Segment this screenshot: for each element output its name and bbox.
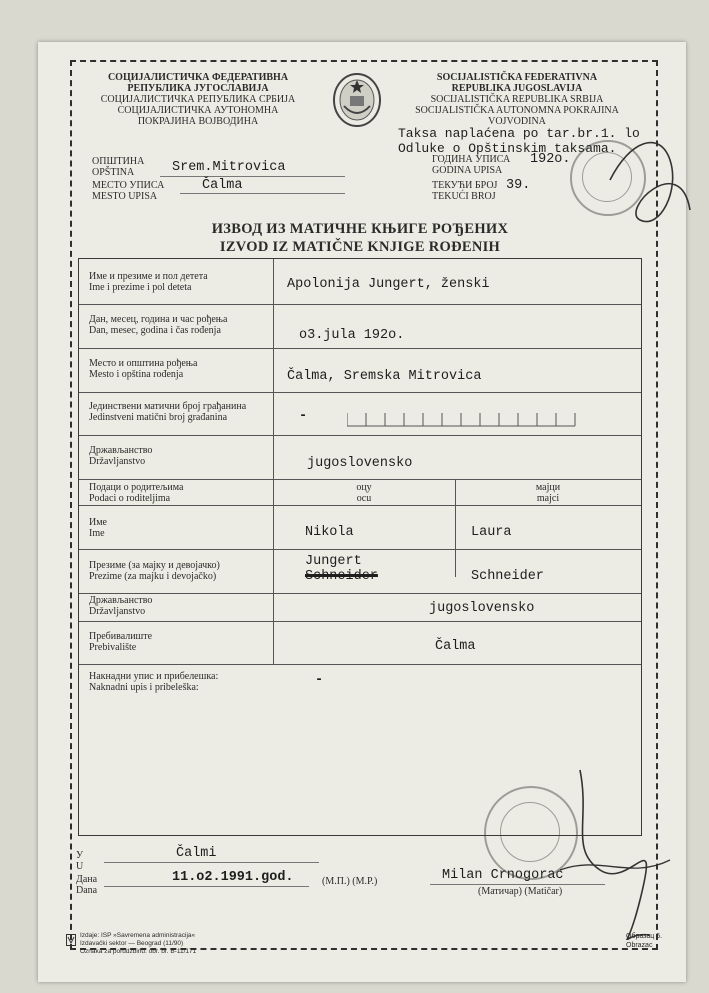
signature-mark-top (600, 120, 700, 240)
opstina-label-cyr: ОПШТИНА (92, 156, 145, 167)
row-divider (79, 621, 641, 622)
birth-date-value: o3.jula 192o. (299, 328, 405, 343)
officer-title-label: (Матичар) (Matičar) (478, 886, 563, 897)
label-cyr: Име и презиме и пол детета (89, 271, 208, 282)
jmbg-value: - (299, 409, 308, 424)
mesto-label-lat: MESTO UPISA (92, 191, 158, 202)
row-divider (79, 392, 641, 393)
opstina-underline (160, 176, 345, 177)
father-column-header (273, 482, 455, 504)
birth-place-label (89, 358, 197, 380)
publisher-line: Izdavački sektor — Beograd (11/90) (80, 940, 184, 947)
tekuci-label (432, 180, 497, 202)
label-cyr: Подаци о родитељима (89, 482, 184, 493)
column-divider (273, 479, 274, 664)
row-divider (79, 435, 641, 436)
row-divider (79, 479, 641, 480)
tax-line-1: Taksa naplaćena po tar.br.1. lo (398, 126, 640, 141)
citizenship-label (89, 445, 152, 467)
label-cyr: Дан, месец, година и час рођења (89, 314, 228, 325)
father-surname-struck: Schneider (305, 569, 378, 584)
label-cyr: Место и општина рођења (89, 358, 198, 369)
form-number-cyr: Образац 5. (626, 933, 663, 940)
header-right-line: SOCIJALISTIČKA AUTONOMNA POKRAJINA (415, 105, 619, 116)
citizenship-value: jugoslovensko (307, 456, 413, 471)
label-lat: Mesto i opština rođenja (89, 369, 184, 380)
parent-citizenship-value: jugoslovensko (429, 601, 535, 616)
officer-name: Milan Crnogorac (442, 868, 564, 883)
label-lat: Državljanstvo (89, 606, 146, 617)
opstina-value: Srem.Mitrovica (172, 160, 286, 175)
label-lat: ocu (356, 493, 372, 504)
mesto-value: Čalma (202, 178, 243, 193)
header-right-line: SOCIJALISTIČKA REPUBLIKA SRBIJA (430, 94, 604, 105)
label-cyr: Држављанство (89, 445, 153, 456)
label-lat: Dana (76, 885, 98, 896)
signature-mark-bottom (540, 760, 690, 940)
father-surname-value: Jungert (305, 554, 362, 569)
header-left-line: СОЦИЈАЛИСТИЧКА РЕПУБЛИКА СРБИЈА (100, 94, 296, 105)
label-lat: Ime i prezime i pol deteta (89, 282, 192, 293)
seal-placeholder-label: (М.П.) (M.P.) (322, 876, 378, 887)
row-divider (79, 593, 641, 594)
header-left (78, 72, 318, 127)
document-title (150, 220, 570, 256)
mesto-label (92, 180, 164, 202)
header-right-line: VOJVODINA (488, 116, 546, 127)
title-lat: IZVOD IZ MATIČNE KNJIGE ROĐENIH (219, 239, 501, 255)
label-lat: Dan, mesec, godina i čas rođenja (89, 325, 221, 336)
header-left-line: РЕПУБЛИКА ЈУГОСЛАВИЈА (127, 83, 269, 94)
godina-label-cyr: ГОДИНА УПИСА (432, 154, 511, 165)
label-cyr: Држављанство (89, 595, 153, 606)
form-number (626, 932, 662, 950)
label-cyr: У (76, 850, 84, 861)
opstina-label-lat: OPŠTINA (92, 167, 135, 178)
label-cyr: оцу (356, 482, 372, 493)
tax-line-2: Odluke o Opštinskim taksama. (398, 141, 617, 156)
tekuci-value: 39. (506, 178, 531, 193)
child-name-value: Apolonija Jungert, ženski (287, 277, 490, 292)
mother-column-header (455, 482, 641, 504)
residence-label (89, 631, 152, 653)
mother-surname: Schneider (471, 569, 544, 584)
residence-value: Čalma (435, 639, 476, 654)
header-left-line: ПОКРАЈИНА ВОЈВОДИНА (137, 116, 259, 127)
label-lat: Naknadni upis i pribeleška: (89, 682, 199, 693)
note-value: - (315, 673, 324, 688)
child-name-label (89, 271, 208, 293)
opstina-label (92, 156, 144, 178)
label-cyr: Накнадни упис и прибелешка: (89, 671, 219, 682)
parent-surname-label (89, 560, 220, 582)
godina-label (432, 154, 510, 176)
label-cyr: Име (89, 517, 107, 528)
mesto-underline (180, 193, 345, 194)
birth-record-table (78, 258, 642, 836)
tekuci-label-cyr: ТЕКУЋИ БРОЈ (432, 180, 498, 191)
row-divider (79, 505, 641, 506)
publisher-line: Oznaka za porudžbinu: obr. br. B-11/171 (80, 948, 197, 955)
tekuci-label-lat: TEKUĆI BROJ (432, 191, 496, 202)
publisher-info (80, 932, 196, 956)
row-divider (79, 549, 641, 550)
column-divider (273, 259, 274, 479)
birth-date-label (89, 314, 227, 336)
label-lat: Jedinstveni matični broj građanina (89, 412, 228, 423)
date-issued-value: 11.o2.1991.god. (172, 870, 294, 885)
label-cyr: Дана (76, 874, 98, 885)
godina-value: 192o. (530, 152, 571, 167)
parent-citizenship-label (89, 595, 152, 617)
header-left-line: СОЦИЈАЛИСТИЧКА ФЕДЕРАТИВНА (107, 72, 289, 83)
row-divider (79, 664, 641, 665)
header-right-line: SOCIJALISTIČKA FEDERATIVNA (436, 72, 598, 83)
label-lat: Podaci o roditeljima (89, 493, 171, 504)
header-right-line: REPUBLIKA JUGOSLAVIJA (451, 83, 583, 94)
label-lat: Prezime (za majku i devojačko) (89, 571, 217, 582)
title-cyr: ИЗВОД ИЗ МАТИЧНЕ КЊИГЕ РОЂЕНИХ (211, 221, 509, 237)
mesto-label-cyr: МЕСТО УПИСА (92, 180, 165, 191)
publisher-logo-icon (66, 934, 76, 946)
header-right (392, 72, 642, 127)
place-underline (104, 862, 319, 863)
date-underline (104, 886, 309, 887)
jmbg-digit-boxes (347, 411, 579, 427)
father-first-name: Nikola (305, 525, 354, 540)
form-number-lat: Obrazac (626, 942, 653, 949)
note-label (89, 671, 218, 693)
coat-of-arms-emblem (330, 70, 384, 128)
parent-first-name-label (89, 517, 107, 539)
place-issued-value: Čalmi (176, 846, 217, 861)
label-lat: Prebivalište (89, 642, 137, 653)
label-lat: Državljanstvo (89, 456, 146, 467)
label-cyr: Пребивалиште (89, 631, 153, 642)
row-divider (79, 304, 641, 305)
jmbg-label (89, 401, 246, 423)
father-surname (305, 554, 378, 584)
label-cyr: мајци (535, 482, 561, 493)
publisher-line: Izdaje: ISP »Savremena administracija« (80, 932, 196, 939)
label-cyr: Презиме (за мајку и девојачко) (89, 560, 220, 571)
godina-label-lat: GODINA UPISA (432, 165, 503, 176)
place-issued-label (76, 850, 83, 872)
label-lat: majci (536, 493, 560, 504)
mother-first-name: Laura (471, 525, 512, 540)
birth-place-value: Čalma, Sremska Mitrovica (287, 369, 482, 384)
row-divider (79, 348, 641, 349)
header-left-line: СОЦИЈАЛИСТИЧКА АУТОНОМНА (117, 105, 279, 116)
parents-header-label (89, 482, 183, 504)
label-cyr: Јединствени матични број грађанина (89, 401, 247, 412)
label-lat: Ime (89, 528, 105, 539)
label-lat: U (76, 861, 84, 872)
date-issued-label (76, 874, 97, 896)
